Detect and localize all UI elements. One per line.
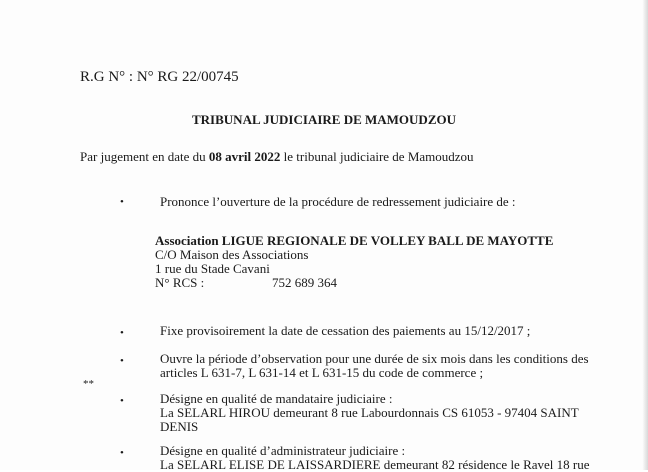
item-line: Désigne en qualité de mandataire judiciaire : <box>160 391 393 406</box>
item-administrateur <box>160 444 590 472</box>
entity-address-block <box>155 234 553 290</box>
item-mandataire <box>160 392 579 434</box>
entity-name: Association LIGUE REGIONALE DE VOLLEY BALL DE MAYOTTE <box>155 233 554 248</box>
judgment-line <box>80 150 474 164</box>
bullet-marker: • <box>120 196 124 208</box>
entity-rcs-value: 752 689 364 <box>272 275 337 290</box>
bullet-marker: • <box>120 447 124 459</box>
opening-statement: Prononce l’ouverture de la procédure de redressement judiciaire de : <box>160 194 516 209</box>
item-observation-period <box>160 352 589 380</box>
scan-edge-shadow <box>642 0 648 470</box>
item-line: Fixe provisoirement la date de cessation des paiements au 15/12/2017 ; <box>160 323 531 338</box>
item-line: Désigne en qualité d’administrateur judiciaire : <box>160 443 406 458</box>
entity-rcs-row <box>155 276 553 290</box>
item-line: La SELARL HIROU demeurant 8 rue Labourdonnais CS 61053 - 97404 SAINT <box>160 405 579 420</box>
bullet-marker: • <box>120 395 124 407</box>
judgment-date: 08 avril 2022 <box>208 149 281 164</box>
item-line: Ouvre la période d’observation pour une durée de six mois dans les conditions des <box>160 351 589 366</box>
item-line: articles L 631-7, L 631-14 et L 631-15 du code de commerce ; <box>160 365 484 380</box>
item-line: DENIS <box>160 419 199 434</box>
bullet-marker: • <box>120 327 124 339</box>
bullet-marker: • <box>120 355 124 367</box>
judgment-prefix: Par jugement en date du <box>80 149 209 164</box>
entity-address-line-2: 1 rue du Stade Cavani <box>155 261 270 276</box>
item-line: La SELARL ELISE DE LAISSARDIERE demeurant 82 résidence le Ravel 18 rue <box>160 457 590 472</box>
court-title: TRIBUNAL JUDICIAIRE DE MAMOUDZOU <box>192 112 456 127</box>
entity-rcs-label: N° RCS : <box>155 275 205 290</box>
item-cessation-date <box>160 324 530 338</box>
judgment-suffix: le tribunal judiciaire de Mamoudzou <box>280 149 474 164</box>
entity-address-line-1: C/O Maison des Associations <box>155 247 309 262</box>
marginal-mark: ** <box>83 378 94 390</box>
case-number: R.G N° : N° RG 22/00745 <box>80 69 239 85</box>
